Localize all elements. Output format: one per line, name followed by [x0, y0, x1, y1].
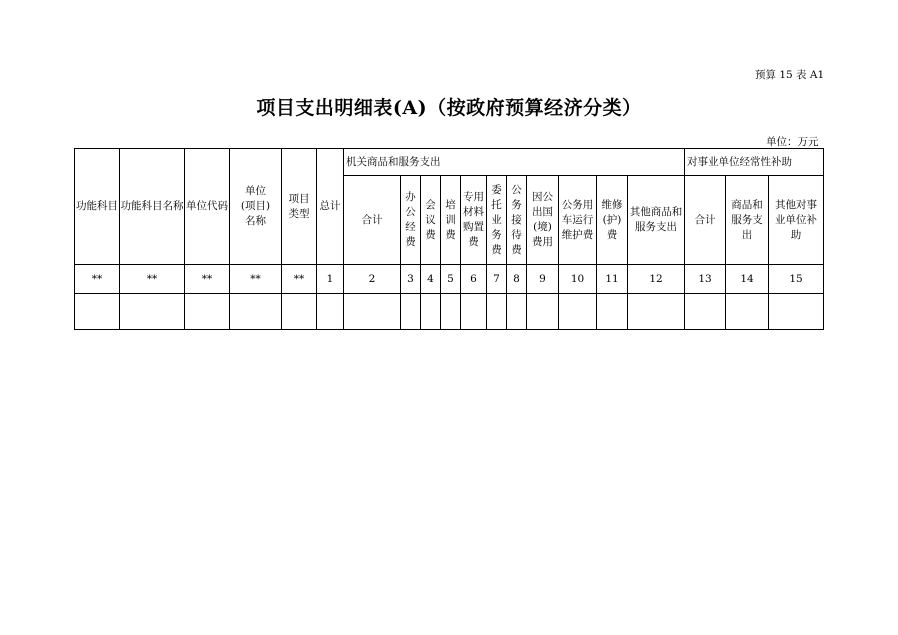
index-cell: **: [75, 265, 120, 294]
index-cell: 4: [421, 265, 441, 294]
empty-cell: [527, 294, 559, 330]
empty-cell: [230, 294, 282, 330]
index-cell: 1: [317, 265, 344, 294]
index-cell: 8: [507, 265, 527, 294]
index-cell: 14: [726, 265, 769, 294]
header-office-expense: 办公经费: [401, 176, 421, 265]
empty-cell: [597, 294, 628, 330]
header-special-materials: 专用材料购置费: [461, 176, 487, 265]
header-meeting-fee: 会议费: [421, 176, 441, 265]
empty-cell: [120, 294, 185, 330]
empty-cell: [685, 294, 726, 330]
empty-cell: [628, 294, 685, 330]
index-cell: 12: [628, 265, 685, 294]
index-cell: **: [185, 265, 230, 294]
header-reception-fee: 公务接待费: [507, 176, 527, 265]
index-cell: 2: [344, 265, 401, 294]
header-unit-name: 单位(项目)名称: [230, 149, 282, 265]
group-institution-subsidy: 对事业单位经常性补助: [685, 149, 824, 176]
index-cell: 5: [441, 265, 461, 294]
empty-cell: [185, 294, 230, 330]
header-g2-other-subsidy: 其他对事业单位补助: [769, 176, 824, 265]
header-vehicle-maintenance: 公务用车运行维护费: [559, 176, 597, 265]
header-project-type: 项目类型: [282, 149, 317, 265]
empty-cell: [282, 294, 317, 330]
group-office-goods-services: 机关商品和服务支出: [344, 149, 685, 176]
empty-cell: [317, 294, 344, 330]
index-cell: **: [120, 265, 185, 294]
page-title: 项目支出明细表(A)（按政府预算经济分类）: [256, 97, 642, 119]
header-total: 总计: [317, 149, 344, 265]
header-func-name: 功能科目名称: [120, 149, 185, 265]
header-training-fee: 培训费: [441, 176, 461, 265]
empty-cell: [461, 294, 487, 330]
header-commission-fee: 委托业务费: [487, 176, 507, 265]
index-cell: 11: [597, 265, 628, 294]
empty-cell: [507, 294, 527, 330]
index-cell: 9: [527, 265, 559, 294]
header-repair-fee: 维修(护)费: [597, 176, 628, 265]
empty-cell: [421, 294, 441, 330]
unit-label: 单位：万元: [766, 136, 819, 148]
header-overseas-travel: 因公出国(境)费用: [527, 176, 559, 265]
table-code: 预算 15 表 A1: [755, 69, 825, 81]
column-index-row: [75, 265, 824, 294]
empty-cell: [401, 294, 421, 330]
index-cell: **: [282, 265, 317, 294]
empty-cell: [726, 294, 769, 330]
empty-cell: [344, 294, 401, 330]
header-func-code: 功能科目: [75, 149, 120, 265]
index-cell: 10: [559, 265, 597, 294]
header-g1-subtotal: 合计: [344, 176, 401, 265]
header-g2-goods-services: 商品和服务支出: [726, 176, 769, 265]
empty-cell: [487, 294, 507, 330]
header-other-goods-services: 其他商品和服务支出: [628, 176, 685, 265]
index-cell: 7: [487, 265, 507, 294]
table-row-empty: [75, 294, 824, 330]
index-cell: 3: [401, 265, 421, 294]
budget-table: [74, 148, 824, 330]
empty-cell: [75, 294, 120, 330]
empty-cell: [559, 294, 597, 330]
empty-cell: [441, 294, 461, 330]
header-unit-code: 单位代码: [185, 149, 230, 265]
header-g2-subtotal: 合计: [685, 176, 726, 265]
empty-cell: [769, 294, 824, 330]
index-cell: **: [230, 265, 282, 294]
index-cell: 15: [769, 265, 824, 294]
index-cell: 6: [461, 265, 487, 294]
index-cell: 13: [685, 265, 726, 294]
